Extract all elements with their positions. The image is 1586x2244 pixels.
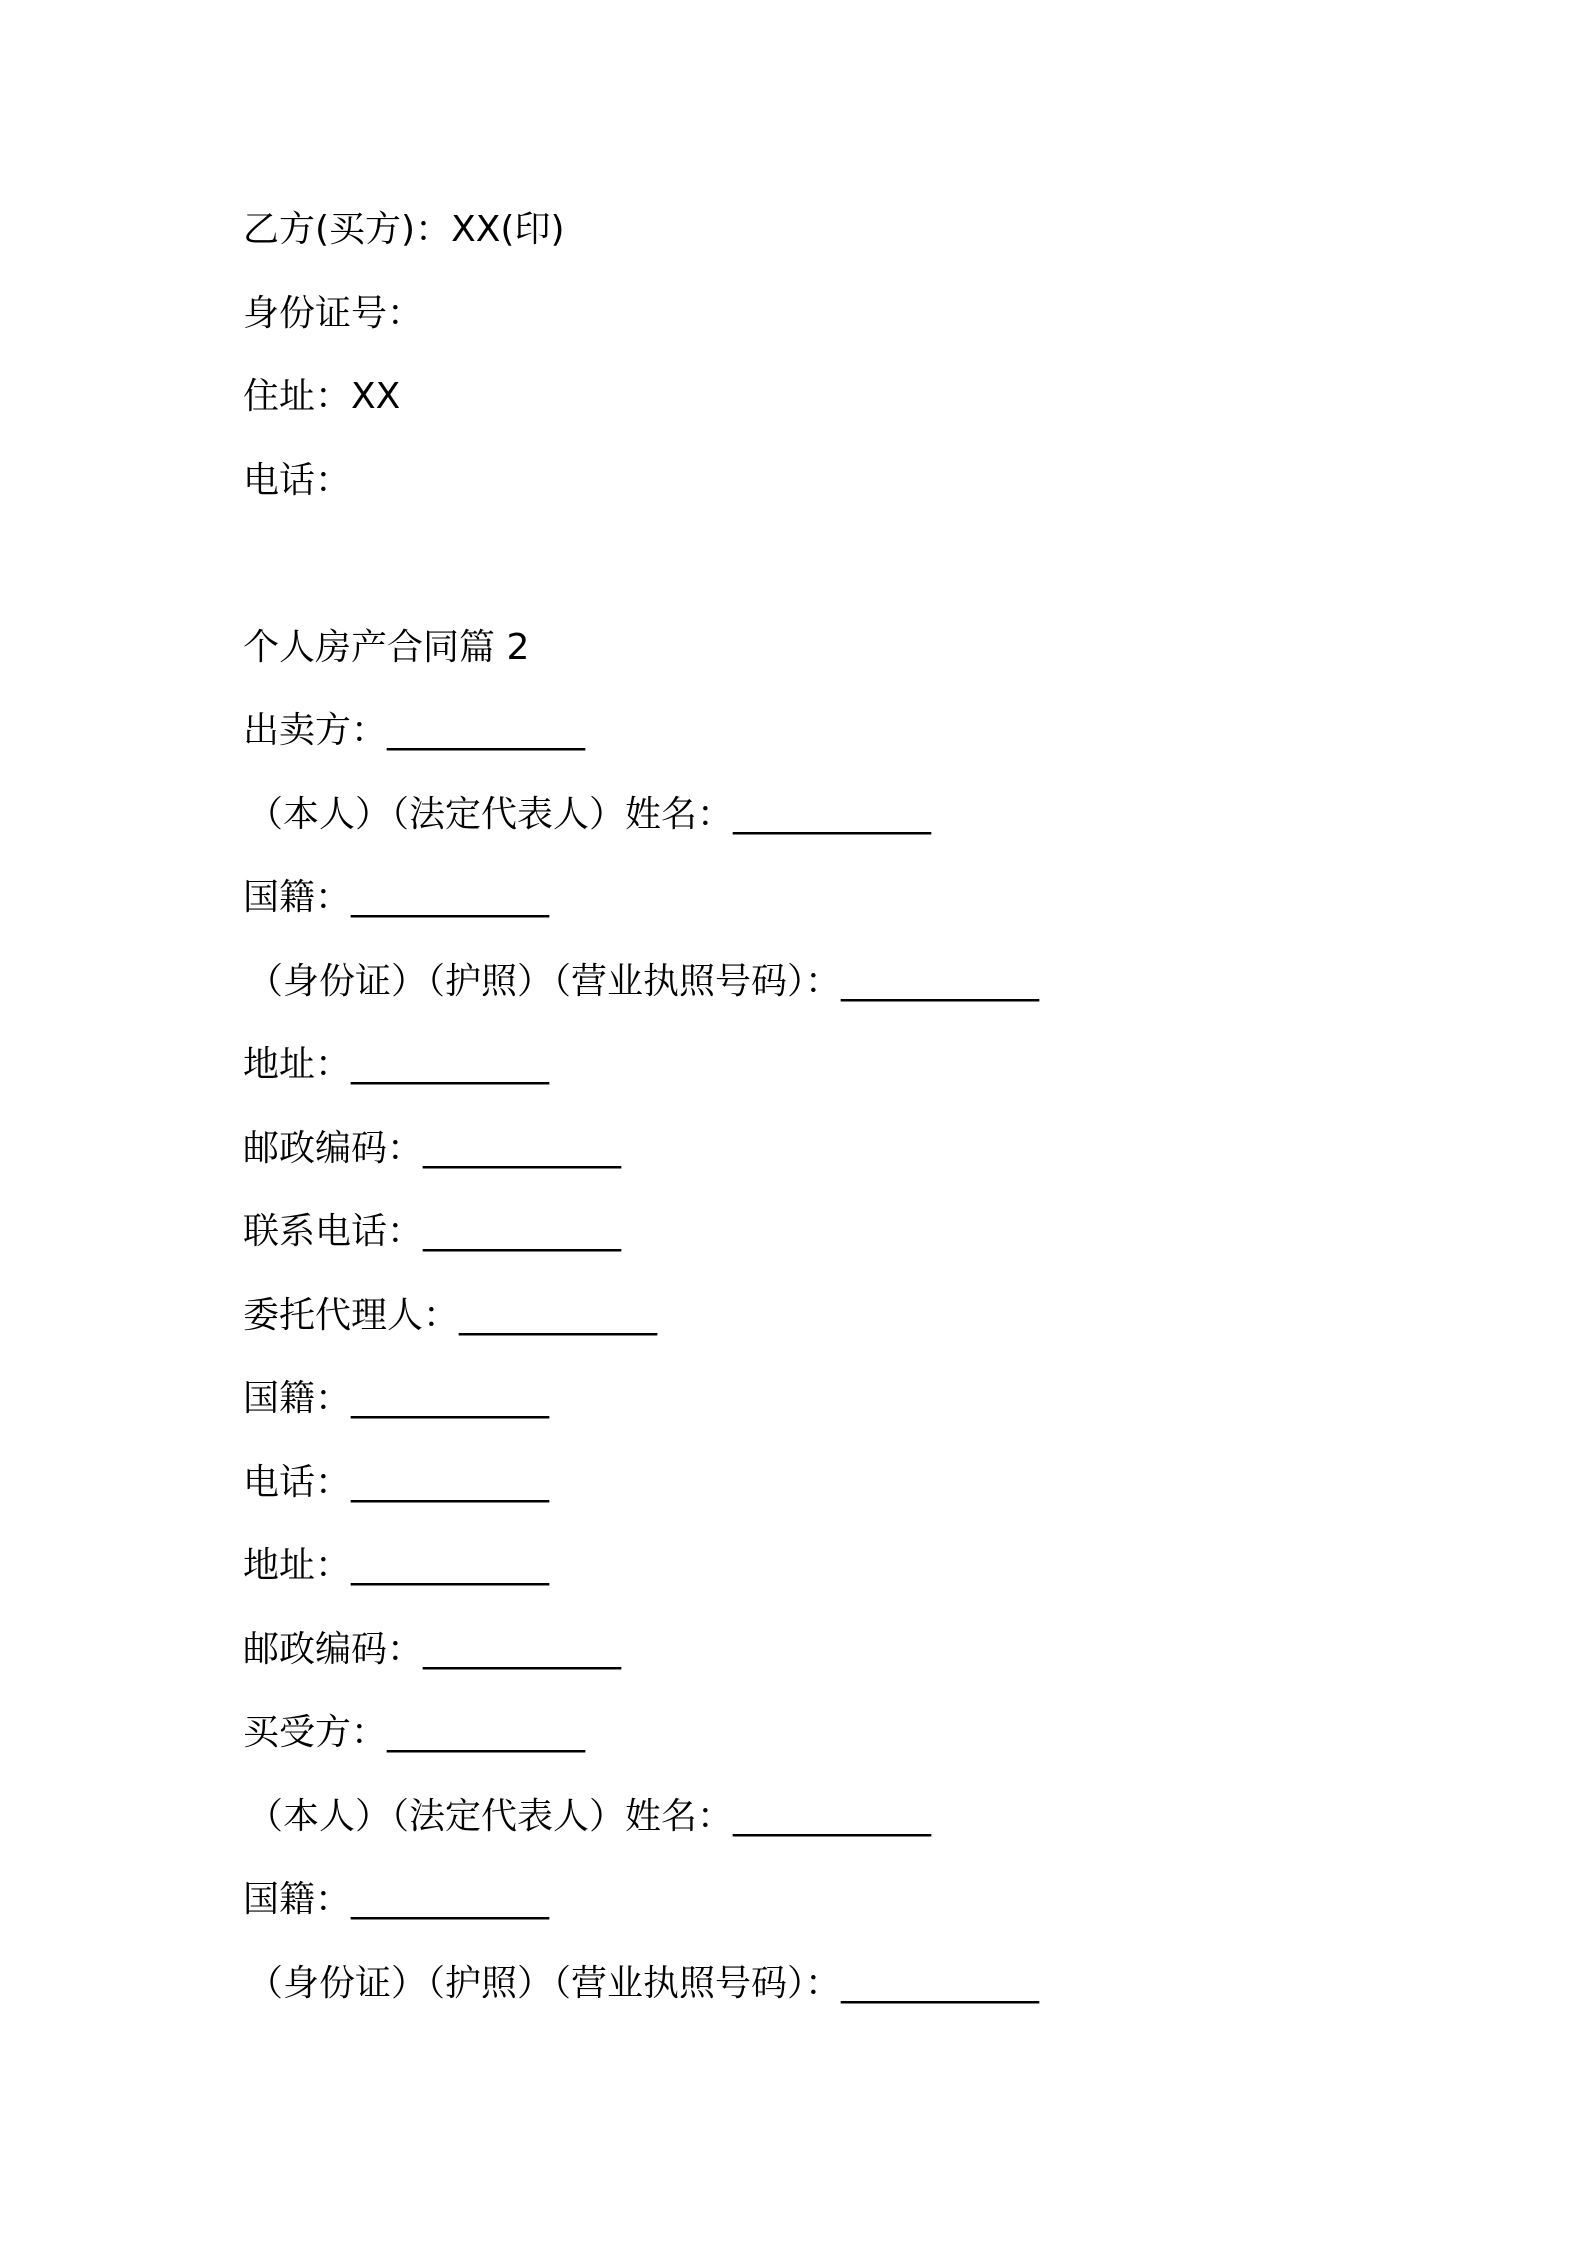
seller-name-line: （本人）（法定代表人）姓名：___________ <box>247 793 932 835</box>
buyer-signature-block <box>243 188 1443 2025</box>
seller-postcode-line: 邮政编码：___________ <box>243 1127 622 1169</box>
agent-address-line: 地址：___________ <box>243 1545 550 1586</box>
buyer-id-number-line: 身份证号： <box>243 292 424 334</box>
seller-nationality-line: 国籍：___________ <box>243 877 550 918</box>
buyer-id-line: （身份证）（护照）（营业执照号码）：___________ <box>247 1962 1040 2004</box>
seller-line: 出卖方：___________ <box>243 710 586 751</box>
buyer-party-line: 乙方(买方)：XX(印) <box>243 209 565 250</box>
agent-postcode-line: 邮政编码：___________ <box>243 1628 622 1670</box>
buyer-phone-line: 电话： <box>243 459 352 501</box>
seller-id-line: （身份证）（护照）（营业执照号码）：___________ <box>247 960 1040 1002</box>
section-heading: 个人房产合同篇 2 <box>243 626 530 668</box>
buyer-nationality-line: 国籍：___________ <box>243 1879 550 1920</box>
agent-nationality-line: 国籍：___________ <box>243 1378 550 1419</box>
agent-phone-line: 电话：___________ <box>243 1461 550 1503</box>
buyer-address-line: 住址：XX <box>243 376 401 417</box>
seller-phone-line: 联系电话：___________ <box>243 1211 622 1252</box>
agent-line: 委托代理人：___________ <box>243 1294 658 1336</box>
section-spacer <box>243 522 1443 606</box>
buyer-name-line: （本人）（法定代表人）姓名：___________ <box>247 1795 932 1837</box>
buyer-line: 买受方：___________ <box>243 1712 586 1753</box>
seller-address-line: 地址：___________ <box>243 1044 550 1085</box>
